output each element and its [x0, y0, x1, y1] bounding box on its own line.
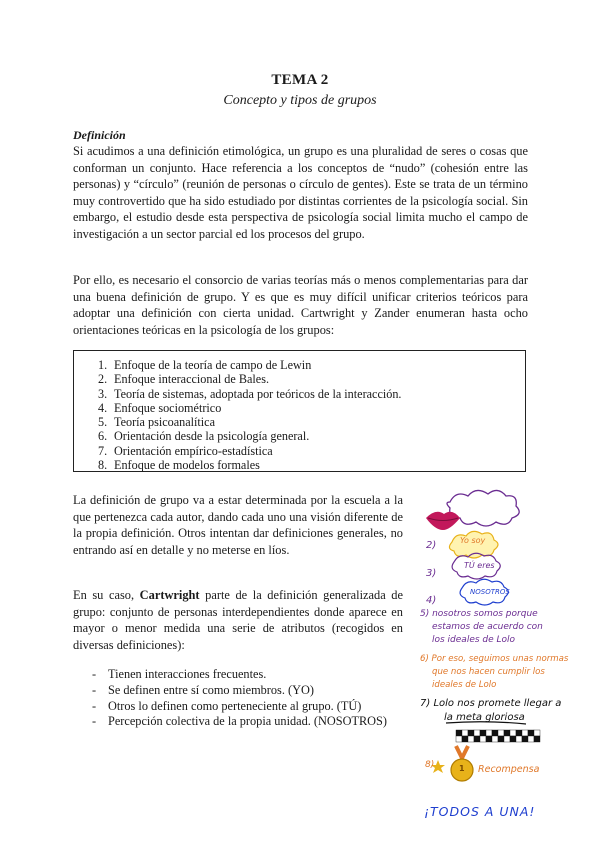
finish-line-square	[510, 736, 516, 742]
theory-text: Teoría psicoanalítica	[114, 415, 215, 430]
attribute-text: Se definen entre sí como miembros. (YO)	[108, 682, 314, 697]
paragraph-schools: La definición de grupo va a estar determinada por la escuela a la que pertenezca cada autor, dando cada uno una visión diferente de la propia definición. Otros intentan dar definiciones generales, no entrando así en detalle y no meterse en líos.	[73, 493, 403, 557]
finish-line-square	[510, 730, 516, 736]
theory-item	[98, 401, 401, 415]
doodle-n5-line3: los ideales de Lolo	[432, 635, 516, 645]
finish-line-square	[492, 730, 498, 736]
finish-line-square	[468, 736, 474, 742]
finish-line-square	[516, 736, 522, 742]
doodle-yo: Yo soy	[460, 536, 486, 545]
doodle-n6-line3: ideales de Lolo	[432, 680, 497, 690]
page-subtitle: Concepto y tipos de grupos	[223, 93, 377, 108]
theory-number: 2.	[98, 372, 108, 387]
theory-item	[98, 358, 401, 372]
doodle-n6-line2: que nos hacen cumplir los	[432, 667, 545, 677]
theory-number: 7.	[98, 443, 108, 458]
finish-line-square	[504, 736, 510, 742]
finish-line-square	[522, 736, 528, 742]
theory-number: 8.	[98, 458, 108, 473]
theory-number: 5.	[98, 415, 108, 430]
doodle-slogan: ¡TODOS A UNA!	[424, 804, 536, 819]
attribute-dash: -	[92, 714, 97, 729]
doodle-n5-line1: 5) nosotros somos porque	[420, 609, 538, 619]
theory-text: Enfoque de la teoría de campo de Lewin	[114, 358, 312, 372]
attribute-dash: -	[92, 682, 97, 697]
doodle-n4: 4)	[426, 595, 437, 606]
finish-line-square	[516, 730, 522, 736]
theory-number: 1.	[98, 358, 108, 372]
doodle-reward: Recompensa	[478, 764, 540, 775]
theory-text: Enfoque de modelos formales	[114, 458, 260, 473]
theory-item	[98, 387, 401, 401]
doodle-n3: 3)	[426, 568, 437, 579]
theory-text: Enfoque interaccional de Bales.	[114, 372, 269, 387]
theory-item	[98, 415, 401, 429]
paragraph-etymology: Si acudimos a una definición etimológica, un grupo es una pluralidad de seres o cosas que conforman un conjunto. Hace referencia a los conceptos de “nudo” (cohesión entre las personas) y “círculo” (reunión de personas o círculo de gentes). Este se trata de un término muy controvertido que ha sido estudiado por distintas corrientes de la psicología social. Sin embargo, el estudio desde esta perspectiva de psicología social limita mucho el campo de investigación a un sector parcial ed los procesos del grupo.	[73, 144, 528, 241]
finish-line-square	[534, 730, 540, 736]
attribute-item	[92, 683, 402, 699]
finish-line-square	[498, 736, 504, 742]
finish-line-square	[474, 736, 480, 742]
attributes-list	[92, 667, 402, 730]
lips-icon	[426, 512, 460, 530]
finish-line-square	[522, 730, 528, 736]
finish-line-square	[486, 730, 492, 736]
finish-line-square	[492, 736, 498, 742]
medal-number: 1	[459, 764, 465, 773]
attribute-text: Tienen interacciones frecuentes.	[108, 667, 267, 681]
doodle-n7-line1: 7) Lolo nos promete llegar a	[420, 698, 562, 709]
finish-line-square	[462, 730, 468, 736]
doodle-nosotros: NOSOTROS	[470, 588, 510, 596]
attribute-text: Percepción colectiva de la propia unidad. (NOSOTROS)	[108, 714, 387, 729]
theory-text: Orientación desde la psicología general.	[114, 429, 310, 444]
finish-line-square	[528, 730, 534, 736]
doodle-n8: 8)	[425, 760, 435, 770]
finish-line-square	[528, 736, 534, 742]
theories-list	[98, 358, 401, 472]
finish-line-square	[534, 736, 540, 742]
finish-line-square	[480, 730, 486, 736]
finish-line-icon	[456, 730, 540, 742]
doodle-n5-line2: estamos de acuerdo con	[432, 622, 543, 632]
theory-text: Enfoque sociométrico	[114, 400, 222, 415]
finish-line-square	[456, 736, 462, 742]
theory-number: 4.	[98, 400, 108, 415]
theory-item	[98, 444, 401, 458]
attribute-text: Otros lo definen como perteneciente al grupo. (TÚ)	[108, 698, 362, 713]
theory-text: Orientación empírico-estadística	[114, 443, 273, 458]
finish-line-square	[504, 730, 510, 736]
theory-text: Teoría de sistemas, adoptada por teóricos de la interacción.	[114, 386, 402, 401]
page-title: TEMA 2	[271, 72, 329, 88]
doodle-tu: TÚ eres	[464, 561, 495, 570]
attribute-dash: -	[92, 667, 97, 681]
theory-number: 6.	[98, 429, 108, 444]
attribute-item	[92, 699, 402, 715]
finish-line-square	[462, 736, 468, 742]
attribute-item	[92, 714, 402, 730]
paragraph-theories-intro: Por ello, es necesario el consorcio de varias teorías más o menos complementarias para dar una buena definición de grupo. Y es que es muy difícil unificar criterios teóricos para adoptar una definición con cierta unidad. Cartwright y Zander enumeran hasta ocho orientaciones teóricas en la psicología de los grupos:	[73, 273, 528, 337]
attribute-dash: -	[92, 698, 97, 713]
cartwright-rest: parte de la definición generalizada de grupo: conjunto de personas interdependientes donde aparece en mayor o menor medida una serie de atributos (recogidos en diversas definiciones):	[73, 588, 403, 652]
finish-line-square	[474, 730, 480, 736]
attribute-item	[92, 667, 402, 683]
theory-item	[98, 429, 401, 443]
cloud-icon	[447, 490, 519, 526]
doodle-n2: 2)	[426, 540, 437, 551]
theory-item	[98, 458, 401, 472]
doodle-n6-line1: 6) Por eso, seguimos unas normas	[420, 654, 569, 664]
theory-item	[98, 372, 401, 386]
finish-line-square	[468, 730, 474, 736]
finish-line-square	[480, 736, 486, 742]
section-heading-definicion: Definición	[73, 128, 126, 142]
finish-line-square	[456, 730, 462, 736]
paragraph-cartwright	[73, 587, 403, 653]
finish-line-square	[486, 736, 492, 742]
doodle-n7-line2: la meta gloriosa	[444, 712, 525, 723]
theory-number: 3.	[98, 386, 108, 401]
cartwright-name: Cartwright	[139, 588, 200, 602]
finish-line-square	[498, 730, 504, 736]
cartwright-intro: En su caso,	[73, 588, 140, 602]
